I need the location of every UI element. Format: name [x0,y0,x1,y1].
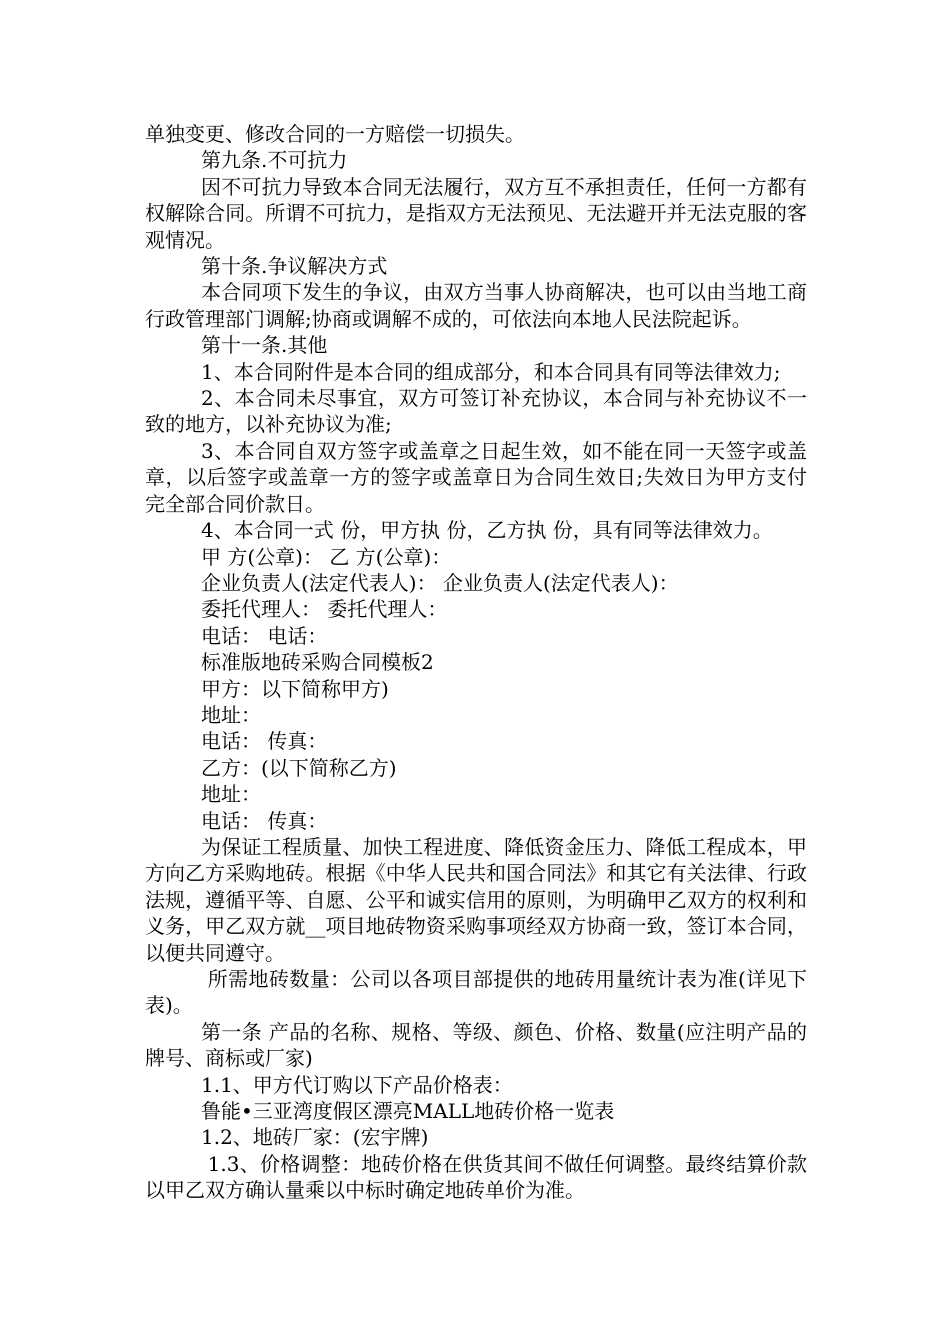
paragraph: 本合同项下发生的争议，由双方当事人协商解决，也可以由当地工商行政管理部门调解;协商或调解不成的，可依法向本地人民法院起诉。 [145,280,807,331]
signature-line: 电话： 电话： [201,623,328,648]
list-item: 1、本合同附件是本合同的组成部分，和本合同具有同等法律效力; [201,359,781,384]
section-heading-article-1: 第一条 产品的名称、规格、等级、颜色、价格、数量(应注明产品的牌号、商标或厂家) [145,1019,807,1071]
table-caption: 鲁能•三亚湾度假区漂亮MALL地砖价格一览表 [201,1099,615,1124]
list-item: 2、本合同未尽事宜，双方可签订补充协议，本合同与补充协议不一致的地方，以补充协议为准; [145,386,807,437]
paragraph: 所需地砖数量：公司以各项目部提供的地砖用量统计表为准(详见下表)。 [145,967,808,1018]
party-field: 乙方：(以下简称乙方) [201,755,397,780]
list-item: 1.1、甲方代订购以下产品价格表： [201,1072,513,1097]
signature-line: 甲 方(公章)： 乙 方(公章)： [201,544,452,569]
list-item: 1.3、价格调整：地砖价格在供货其间不做任何调整。最终结算价款以甲乙双方确认量乘以中标时确定地砖单价为准。 [145,1151,808,1203]
section-heading-article-9: 第九条.不可抗力 [201,148,348,173]
paragraph: 因不可抗力导致本合同无法履行，双方互不承担责任，任何一方都有权解除合同。所谓不可抗力，是指双方无法预见、无法避开并无法克服的客观情况。 [145,174,807,252]
party-field: 电话： 传真： [201,729,328,754]
party-field: 电话： 传真： [201,808,328,833]
party-field: 甲方：以下简称甲方) [201,676,389,701]
signature-line: 委托代理人： 委托代理人： [201,597,448,622]
document-title: 标准版地砖采购合同模板2 [201,650,434,675]
signature-line: 企业负责人(法定代表人)： 企业负责人(法定代表人)： [201,570,679,595]
section-heading-article-10: 第十条.争议解决方式 [201,254,388,279]
list-item: 3、本合同自双方签字或盖章之日起生效，如不能在同一天签字或盖章，以后签字或盖章一方的签字或盖章日为合同生效日;失效日为甲方支付完全部合同价款日。 [145,438,807,516]
document-body [145,121,807,1204]
list-item: 4、本合同一式 份，甲方执 份，乙方执 份，具有同等法律效力。 [201,518,773,543]
section-heading-article-11: 第十一条.其他 [201,333,328,358]
paragraph: 为保证工程质量、加快工程进度、降低资金压力、降低工程成本，甲方向乙方采购地砖。根据《中华人民共和国合同法》和其它有关法律、行政法规，遵循平等、自愿、公平和诚实信用的原则，为明确甲乙双方的权利和义务，甲乙双方就__项目地砖物资采购事项经双方协商一致，签订本合同，以便共同遵守。 [145,834,807,965]
party-field: 地址： [201,702,261,727]
list-item: 1.2、地砖厂家：(宏宇牌) [201,1125,429,1150]
paragraph: 单独变更、修改合同的一方赔偿一切损失。 [145,122,525,146]
party-field: 地址： [201,782,261,807]
